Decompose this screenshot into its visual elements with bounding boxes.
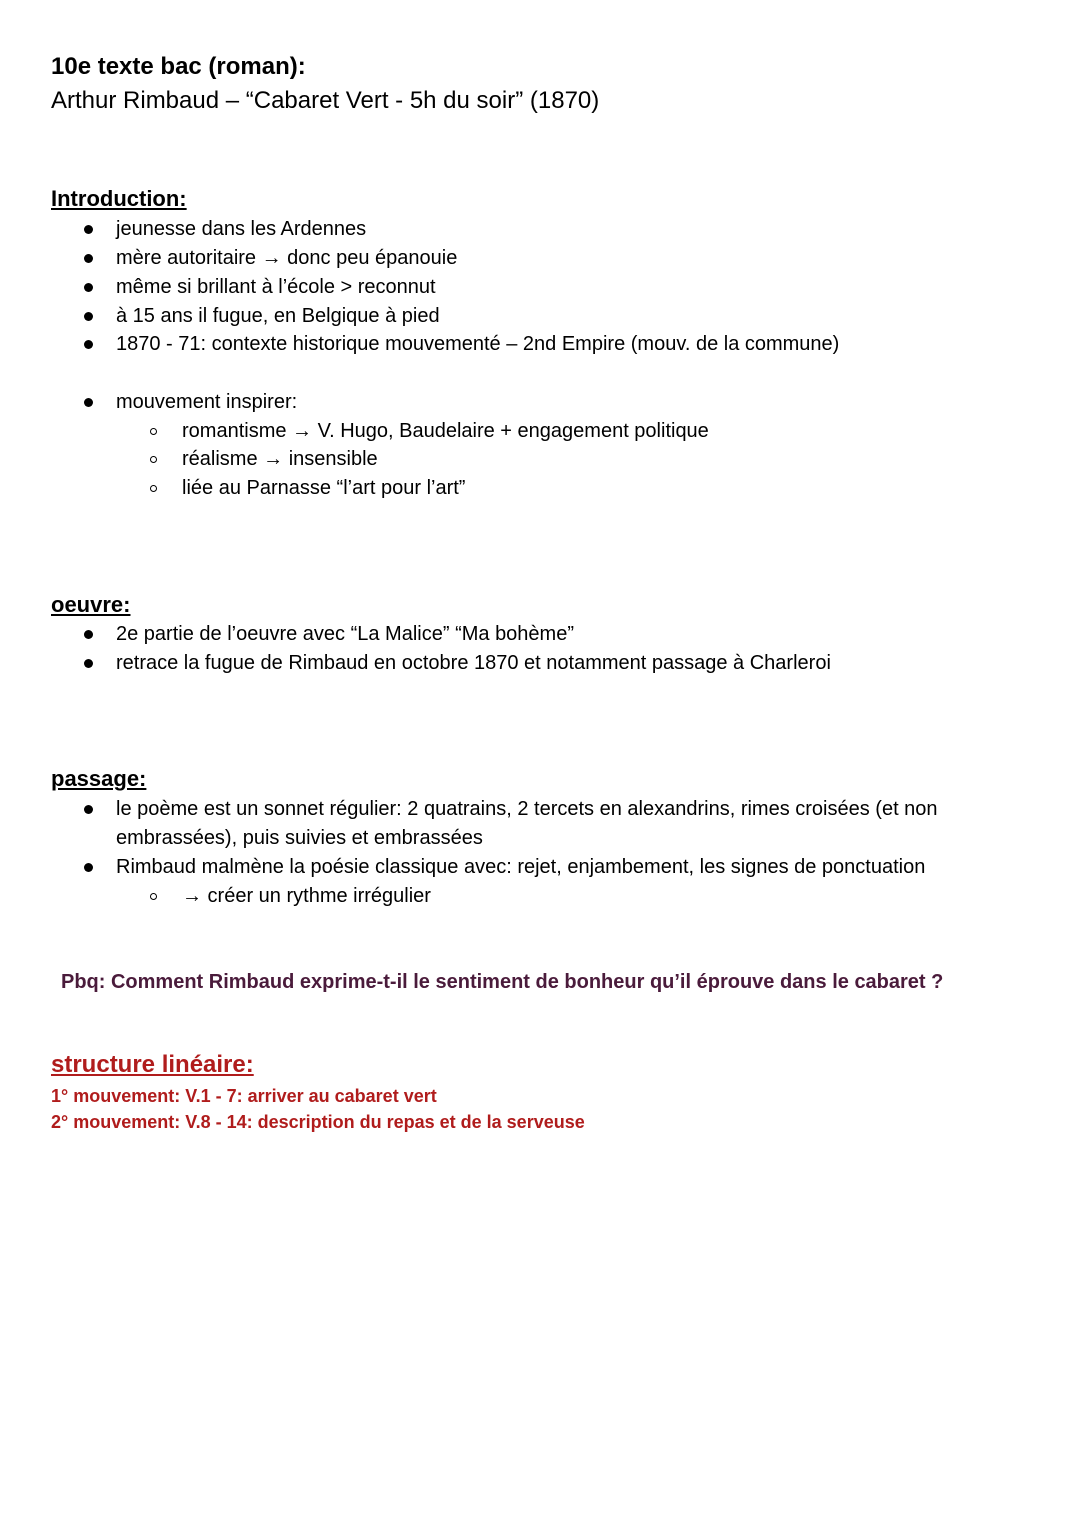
bullet-icon [84,863,93,872]
introduction-heading: Introduction: [51,186,187,211]
passage-item: le poème est un sonnet régulier: 2 quatrains, 2 tercets en alexandrins, rimes croisées (et non embrassées), puis suivies et embrassées [84,795,1024,853]
bullet-icon [84,254,93,263]
sub-bullet-icon [150,893,157,900]
bullet-icon [84,398,93,407]
document-title: 10e texte bac (roman): [51,53,306,80]
oeuvre-heading: oeuvre: [51,592,131,617]
sub-bullet-icon [150,485,157,492]
document-subtitle: Arthur Rimbaud – “Cabaret Vert - 5h du soir” (1870) [51,87,600,114]
bullet-icon [84,659,93,668]
bullet-icon [84,225,93,234]
sub-bullet-icon [150,456,157,463]
bullet-icon [84,630,93,639]
bullet-icon [84,283,93,292]
sub-bullet-icon [150,428,157,435]
bullet-icon [84,340,93,349]
structure-line: 2° mouvement: V.8 - 14: description du repas et de la serveuse [51,1112,585,1132]
structure-line: 1° mouvement: V.1 - 7: arriver au cabaret vert [51,1086,437,1106]
structure-heading: structure linéaire: [51,1051,254,1078]
bullet-icon [84,312,93,321]
problematique: Pbq: Comment Rimbaud exprime-t-il le sentiment de bonheur qu’il éprouve dans le cabaret ? [61,971,944,993]
bullet-icon [84,805,93,814]
passage-heading: passage: [51,766,147,791]
